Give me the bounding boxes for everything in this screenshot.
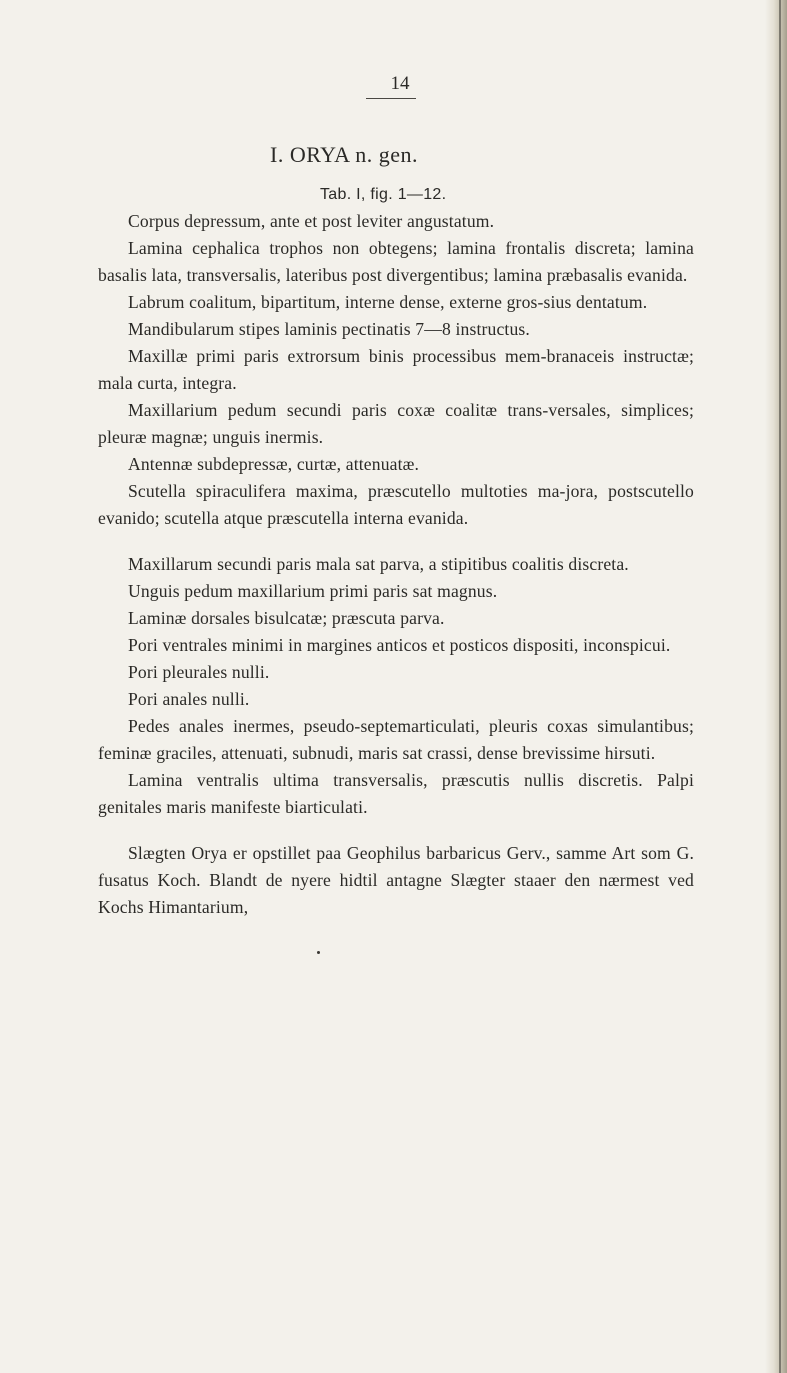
genus-heading: I. ORYA n. gen. <box>270 142 419 167</box>
page-edge-shadow <box>765 0 787 1373</box>
ink-speck <box>317 951 320 954</box>
paragraph-pori-ventrales: Pori ventrales minimi in margines anticos et posticos dispositi, inconspicui. <box>128 635 671 655</box>
plate-reference: Tab. I, fig. 1—12. <box>320 186 447 203</box>
paragraph-maxillae: Maxillæ primi paris extrorsum binis processibus mem-branaceis instructæ; mala curta, integra. <box>98 346 694 393</box>
section-gap <box>98 821 694 840</box>
section-gap <box>98 532 694 551</box>
paragraph-labrum: Labrum coalitum, bipartitum, interne dense, externe gros-sius dentatum. <box>128 292 648 312</box>
paragraph-danish-commentary: Slægten Orya er opstillet paa Geophilus barbaricus Gerv., samme Art som G. fusatus Koch. Blandt de nyere hidtil antagne Slægter staaer den nærmest ved Kochs Himantarium, <box>98 843 694 917</box>
paragraph-mandibularum: Mandibularum stipes laminis pectinatis 7—8 instructus. <box>128 319 530 339</box>
paragraph-pedes-anales: Pedes anales inermes, pseudo-septemarticulati, pleuris coxas simulantibus; feminæ graciles, attenuati, subnudi, maris sat crassi, dense brevissime hirsuti. <box>98 716 694 763</box>
paragraph-corpus: Corpus depressum, ante et post leviter angustatum. <box>128 211 495 231</box>
paragraph-maxillarum-secundi: Maxillarum secundi paris mala sat parva, a stipitibus coalitis discreta. <box>128 554 629 574</box>
binding-edge-line <box>779 0 781 1373</box>
paragraph-scutella: Scutella spiraculifera maxima, præscutello multoties ma-jora, postscutello evanido; scutella atque præscutella interna evanida. <box>98 481 694 528</box>
paragraph-laminae-dorsales: Laminæ dorsales bisulcatæ; præscuta parva. <box>128 608 445 628</box>
text-body <box>98 208 694 921</box>
page-number: 14 <box>390 73 410 94</box>
paragraph-unguis: Unguis pedum maxillarium primi paris sat magnus. <box>128 581 498 601</box>
paragraph-lamina-cephalica: Lamina cephalica trophos non obtegens; lamina frontalis discreta; lamina basalis lata, transversalis, lateribus post divergentibus; lamina præbasalis evanida. <box>98 238 694 285</box>
paragraph-maxillarium-pedum: Maxillarium pedum secundi paris coxæ coalitæ trans-versales, simplices; pleuræ magnæ; unguis inermis. <box>98 400 694 447</box>
paragraph-lamina-ventralis: Lamina ventralis ultima transversalis, præscutis nullis discretis. Palpi genitales maris manifeste biarticulati. <box>98 770 694 817</box>
paragraph-pori-anales: Pori anales nulli. <box>128 689 250 709</box>
page-number-rule <box>366 98 416 99</box>
paragraph-pori-pleurales: Pori pleurales nulli. <box>128 662 270 682</box>
paragraph-antennae: Antennæ subdepressæ, curtæ, attenuatæ. <box>128 454 420 474</box>
